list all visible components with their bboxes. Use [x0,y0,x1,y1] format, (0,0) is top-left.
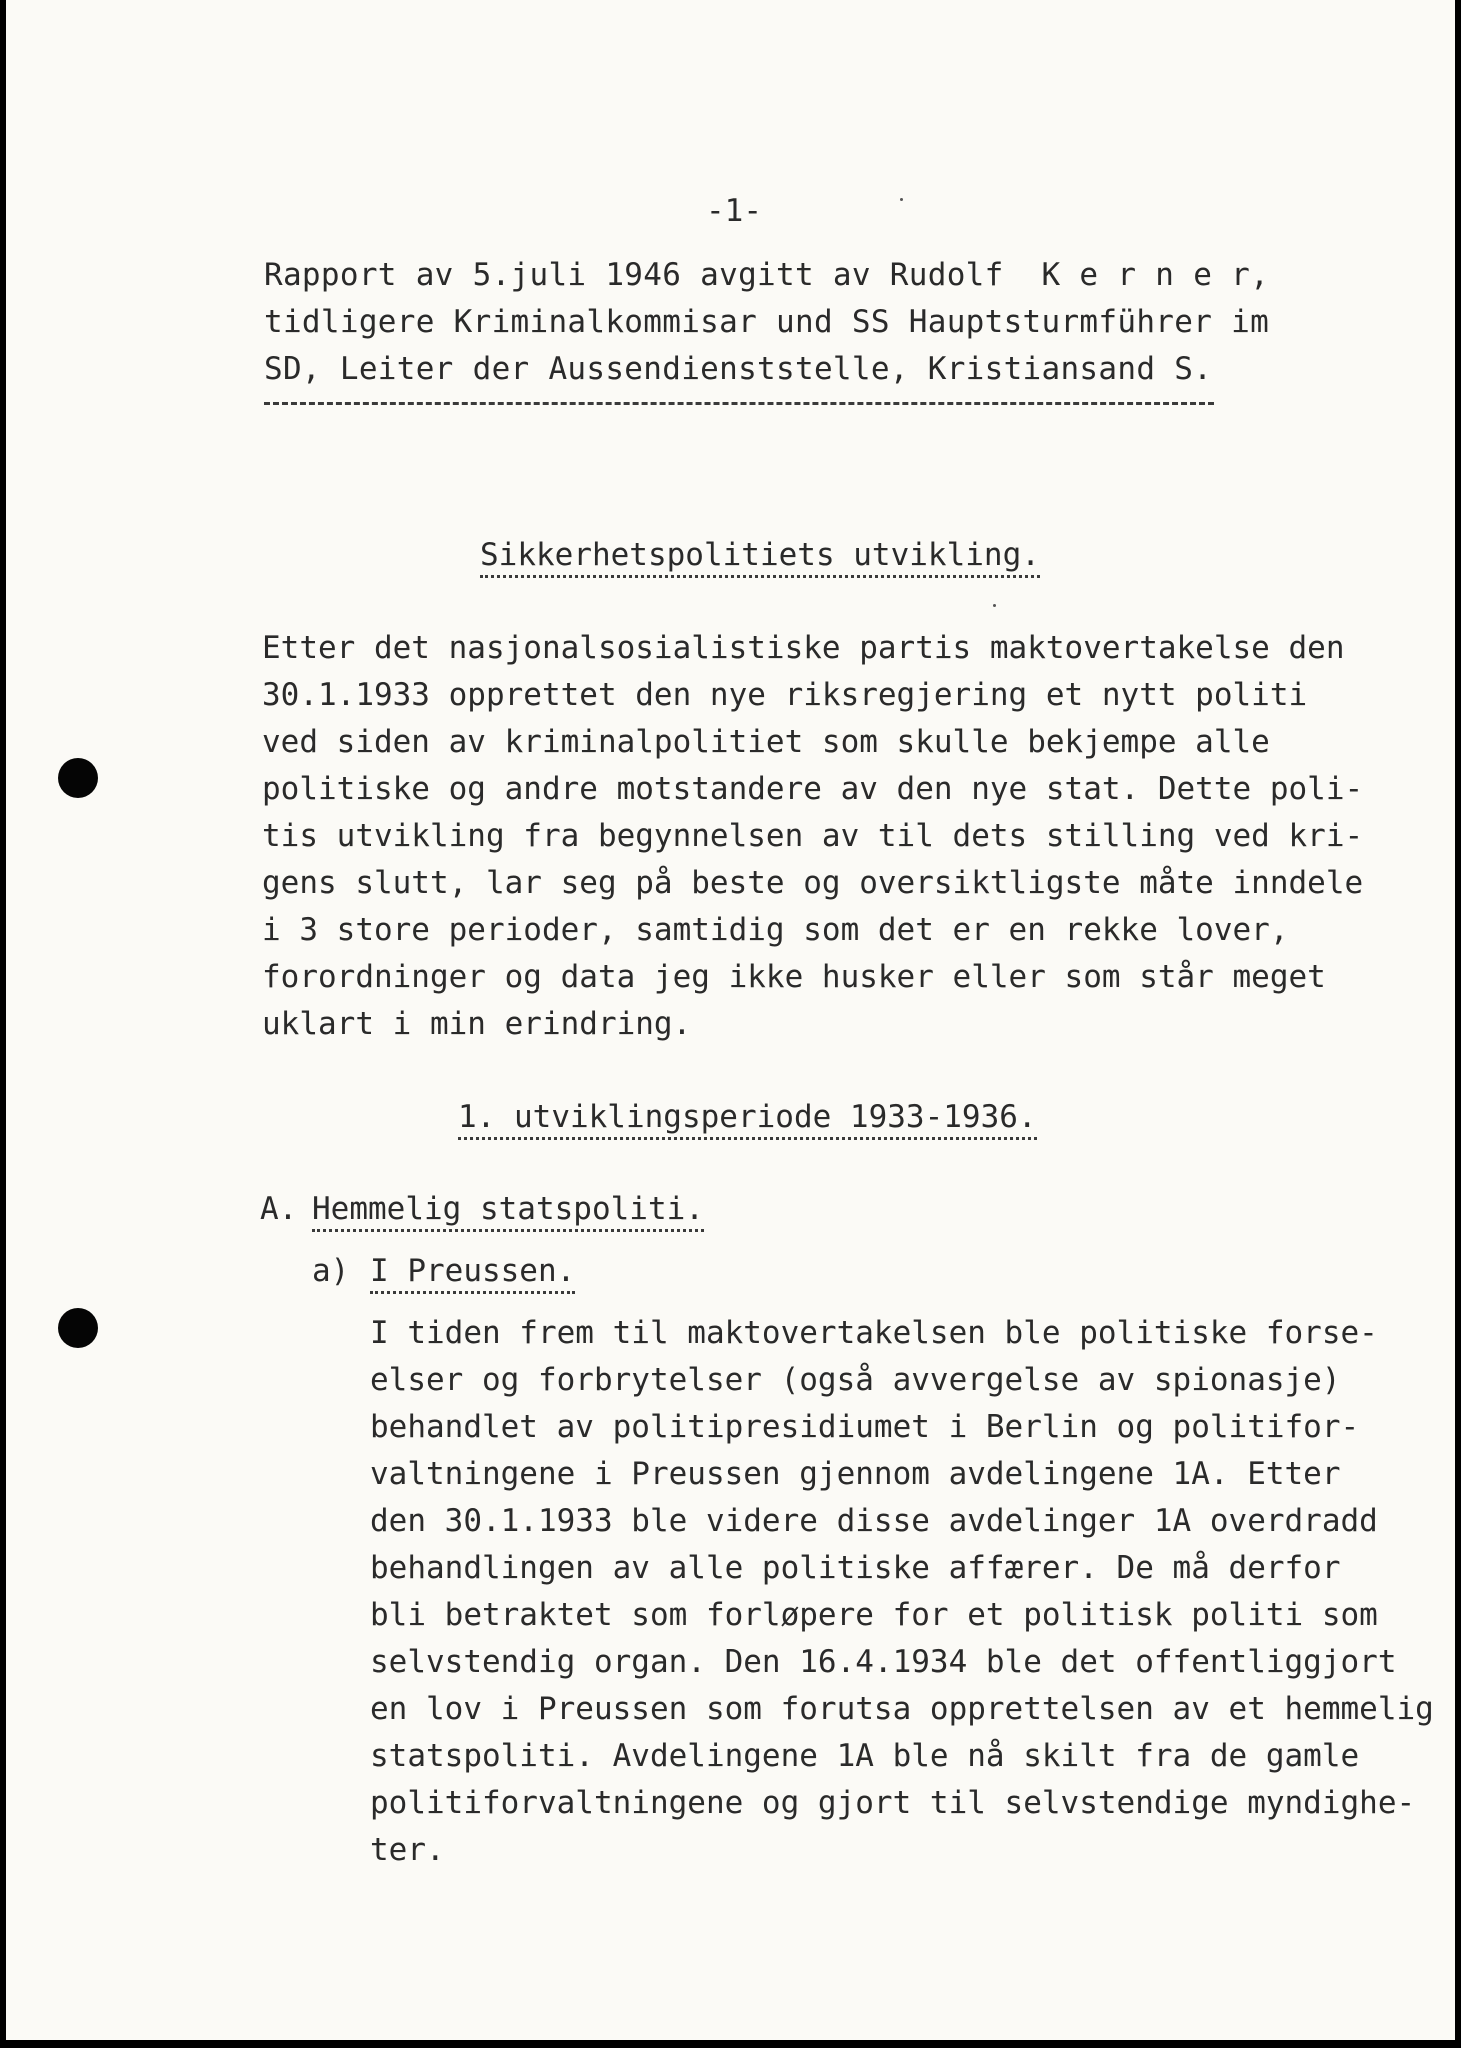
punch-hole-upper [58,758,98,798]
intro-line: tis utvikling fra begynnelsen av til dets stilling ved kri- [262,818,1364,854]
body-line: elser og forbrytelser (også avvergelse av spionasje) [370,1362,1341,1398]
punch-hole-lower [58,1308,98,1348]
item-a-marker: a) [312,1253,350,1289]
header-divider [264,402,1214,405]
body-line: den 30.1.1933 ble videre disse avdelinger 1A overdradd [370,1503,1378,1539]
body-line: bli betraktet som forløpere for et politisk politi som [370,1597,1378,1633]
header-line-3: SD, Leiter der Aussendienststelle, Kristiansand S. [264,351,1213,387]
body-line: valtningene i Preussen gjennom avdelingene 1A. Etter [370,1456,1341,1492]
item-a-title: I Preussen. [370,1256,575,1294]
page-number: -1- [706,193,762,229]
document-page [6,0,1455,2040]
intro-line: gens slutt, lar seg på beste og oversiktligste måte inndele [262,865,1364,901]
intro-line: i 3 store perioder, samtidig som det er en rekke lover, [262,912,1289,948]
body-line: en lov i Preussen som forutsa opprettelsen av et hemmelig [370,1691,1434,1727]
ink-speck [993,604,996,607]
period-title: 1. utviklingsperiode 1933-1936. [458,1102,1037,1140]
subsection-a-title: Hemmelig statspoliti. [312,1194,704,1232]
body-line: ter. [370,1832,445,1868]
ink-speck [900,198,903,201]
subsection-a-marker: A. [260,1191,298,1227]
intro-line: 30.1.1933 opprettet den nye riksregjering et nytt politi [262,677,1308,713]
intro-line: ved siden av kriminalpolitiet som skulle bekjempe alle [262,724,1270,760]
header-line-2: tidligere Kriminalkommisar und SS Hauptsturmführer im [264,304,1270,340]
intro-line: uklart i min erindring. [262,1006,692,1042]
intro-line: forordninger og data jeg ikke husker eller som står meget [262,959,1326,995]
header-line-1: Rapport av 5.juli 1946 avgitt av Rudolf K e r n e r, [264,257,1270,293]
intro-line: politiske og andre motstandere av den nye stat. Dette poli- [262,771,1364,807]
body-line: behandlet av politipresidiumet i Berlin og politifor- [370,1409,1360,1445]
body-line: I tiden frem til maktovertakelsen ble politiske forse- [370,1315,1378,1351]
intro-line: Etter det nasjonalsosialistiske partis maktovertakelse den [262,630,1345,666]
body-line: statspoliti. Avdelingene 1A ble nå skilt fra de gamle [370,1738,1360,1774]
body-line: behandlingen av alle politiske affærer. De må derfor [370,1550,1341,1586]
body-line: politiforvaltningene og gjort til selvstendige myndighe- [370,1785,1416,1821]
section-title: Sikkerhetspolitiets utvikling. [480,540,1040,578]
body-line: selvstendig organ. Den 16.4.1934 ble det offentliggjort [370,1644,1397,1680]
